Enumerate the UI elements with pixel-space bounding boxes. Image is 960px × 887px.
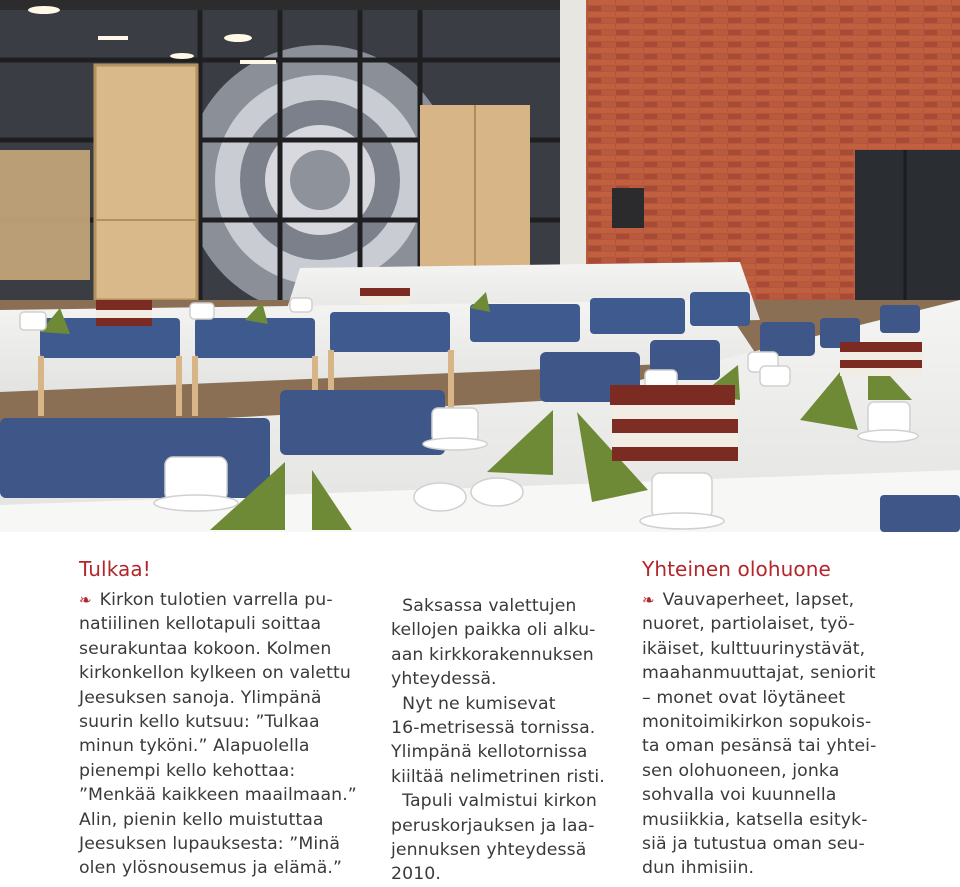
text-line: ta oman pesänsä tai yhtei- — [642, 736, 877, 757]
text-line: nuoret, partiolaiset, työ- — [642, 614, 855, 635]
text-line: 2010. — [391, 864, 441, 885]
text-line: peruskorjauksen ja laa- — [391, 815, 595, 836]
text-line: – monet ovat löytäneet — [642, 687, 846, 708]
heading-tulkaa: Tulkaa! — [79, 557, 151, 581]
column-tulkaa-body — [79, 588, 369, 881]
text-line: pienempi kello kehottaa: — [79, 760, 296, 781]
text-line: Saksassa valettujen — [391, 596, 577, 616]
text-line: Alin, pienin kello muistuttaa — [79, 809, 324, 830]
text-line: maahanmuuttajat, seniorit — [642, 663, 876, 684]
column-tulkaa — [79, 556, 369, 881]
text-line: 16-metrisessä tornissa. — [391, 718, 596, 739]
text-line: ❧ Vauvaperheet, lapset, — [642, 590, 855, 610]
text-line: monitoimikirkon sopukois- — [642, 712, 872, 733]
text-line: yhteydessä. — [391, 669, 497, 690]
text-line: minun tyköni.” Alapuolella — [79, 736, 310, 757]
text-line: ❧ Kirkon tulotien varrella pu- — [79, 590, 333, 610]
text-line: musiikkia, katsella esityk- — [642, 809, 868, 830]
text-line: kirkonkellon kylkeen on valettu — [79, 663, 351, 684]
text-line: sohvalla voi kuunnella — [642, 785, 837, 806]
text-line: Jeesuksen lupauksesta: ”Minä — [79, 834, 341, 855]
heading-olohuone: Yhteinen olohuone — [642, 557, 831, 581]
column-olohuone-body — [642, 588, 942, 881]
text-line: jennuksen yhteydessä — [391, 840, 587, 861]
text-line: Ylimpänä kellotornissa — [391, 742, 588, 763]
text-line: suurin kello kutsuu: ”Tulkaa — [79, 712, 320, 733]
text-line: siä ja tutustua oman seu- — [642, 834, 865, 855]
text-line: natiilinen kellotapuli soittaa — [79, 614, 322, 635]
text-line: Tapuli valmistui kirkon — [391, 791, 597, 812]
text-line: kiiltää nelimetrinen risti. — [391, 766, 605, 787]
column-olohuone — [642, 556, 942, 881]
text-line: Nyt ne kumisevat — [391, 693, 556, 714]
text-line: aan kirkkorakennuksen — [391, 644, 594, 665]
text-line: Jeesuksen sanoja. Ylimpänä — [79, 687, 322, 708]
text-line: ”Menkää kaikkeen maailmaan.” — [79, 785, 357, 806]
text-line: ikäiset, kulttuurinystävät, — [642, 638, 866, 659]
text-line: dun ihmisiin. — [642, 858, 755, 879]
text-line: seurakuntaa kokoon. Kolmen — [79, 638, 332, 659]
text-line: kellojen paikka oli alku- — [391, 620, 596, 641]
fleuron-leaf-icon: ❧ — [642, 591, 655, 609]
text-line: olen ylösnousemus ja elämä.” — [79, 858, 343, 879]
text-line: sen olohuoneen, jonka — [642, 760, 840, 781]
fleuron-leaf-icon: ❧ — [79, 591, 92, 609]
column-bells — [391, 594, 621, 887]
